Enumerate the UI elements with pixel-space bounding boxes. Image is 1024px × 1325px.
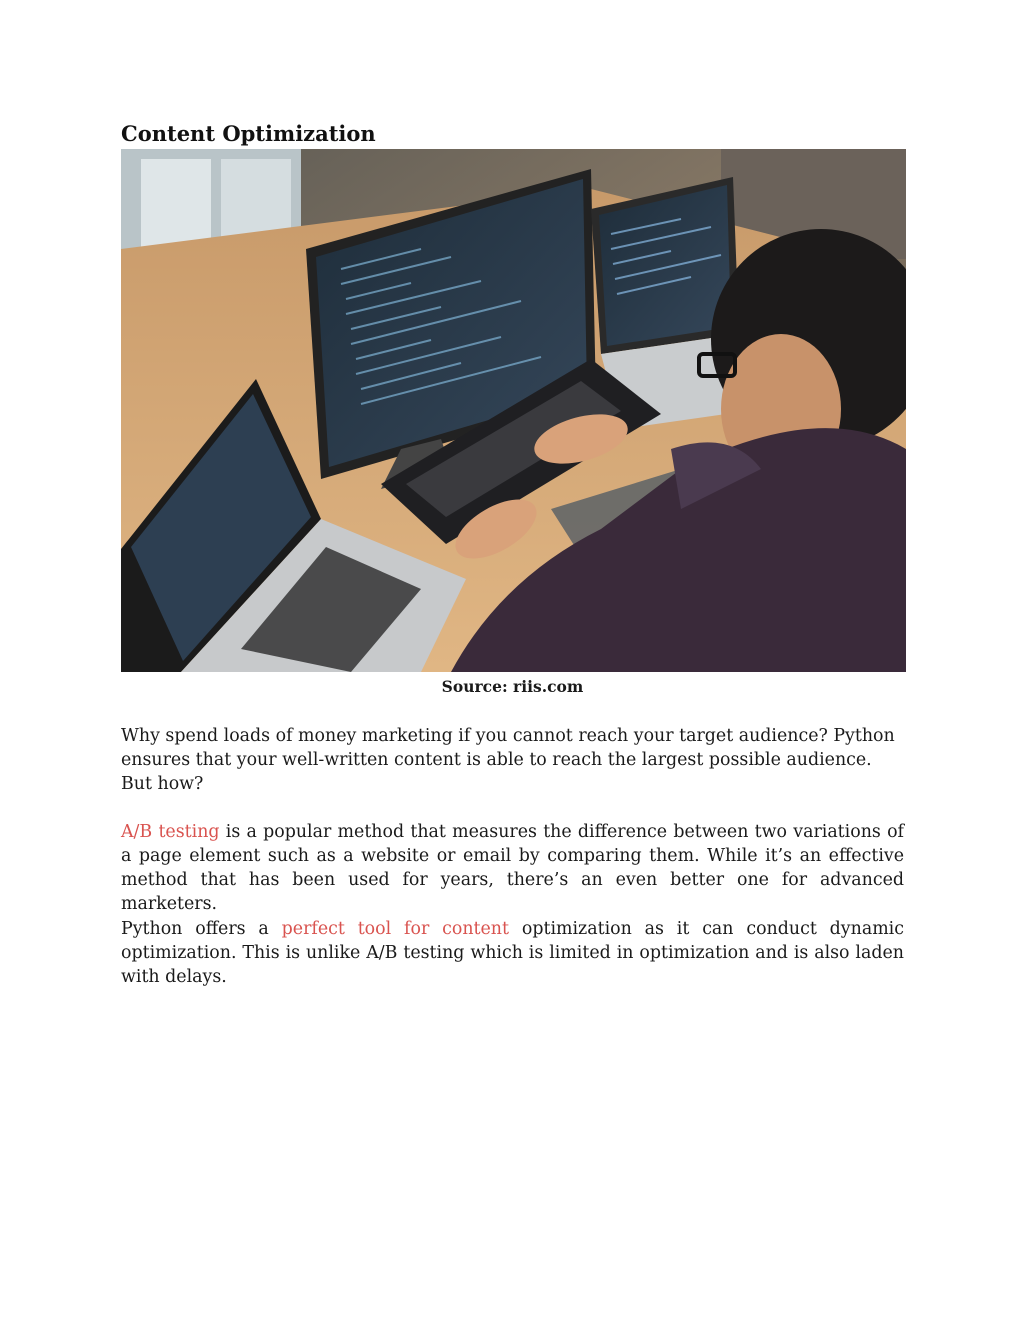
paragraph-python-tool <box>121 917 904 989</box>
paragraph-ab-testing <box>121 820 904 916</box>
paragraph-python-tool-start: Python offers a <box>121 919 282 939</box>
perfect-tool-link[interactable]: perfect tool for content <box>281 919 509 939</box>
developer-photo <box>121 149 906 672</box>
paragraph-python-tool-text: optimization as it can conduct dynamic optimization. This is unlike A/B testing which is limited in optimization and is also laden with delays. <box>121 919 904 987</box>
section-heading: Content Optimization <box>121 121 376 146</box>
paragraph-intro: Why spend loads of money marketing if you cannot reach your target audience? Python ensures that your well-written content is able to reach the largest possible audience. But how? <box>121 726 895 794</box>
paragraph-ab-testing-text: is a popular method that measures the difference between two variations of a page element such as a website or email by comparing them. While it’s an effective method that has been used for years, there’s an even better one for advanced marketers. <box>121 822 904 914</box>
ab-testing-link[interactable]: A/B testing <box>121 822 220 842</box>
image-caption: Source: riis.com <box>441 677 584 696</box>
photo-developer-coding-at-desk-icon <box>121 149 906 672</box>
